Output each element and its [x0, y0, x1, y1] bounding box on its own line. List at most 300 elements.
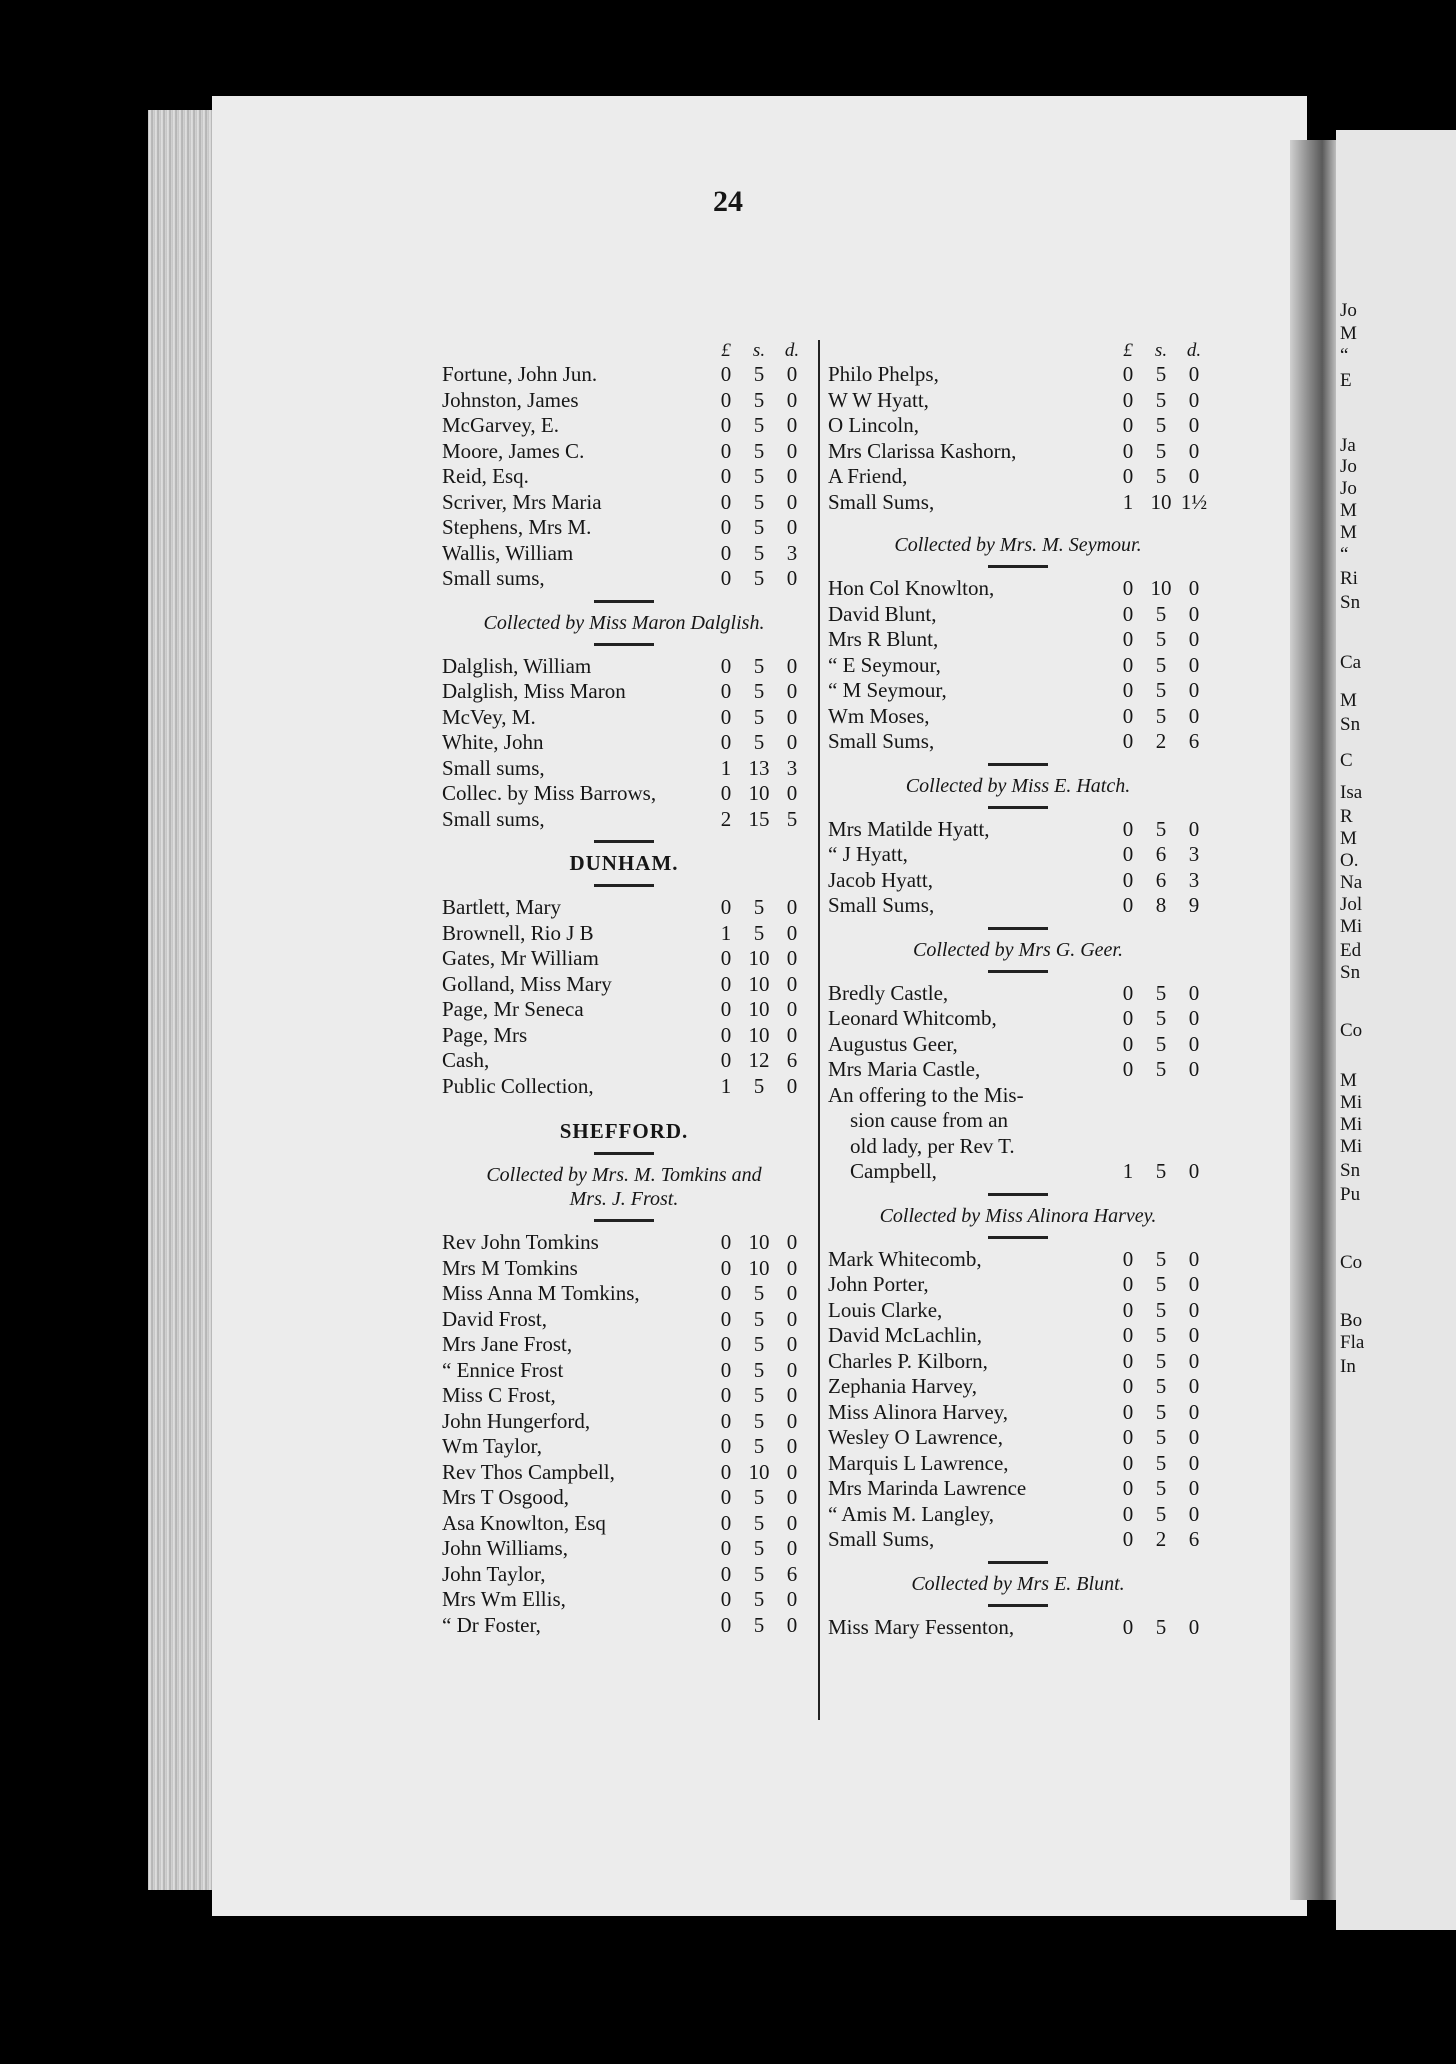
pounds-value: 0 [1122, 1501, 1134, 1526]
donor-name: Dalglish, William [442, 653, 592, 678]
table-row [442, 1409, 806, 1435]
fragment-text: Sn [1340, 1160, 1361, 1181]
donor-list [828, 362, 1208, 515]
pounds-value: 0 [720, 464, 732, 488]
pounds-value: 2 [720, 806, 732, 831]
pence-value: 0 [786, 1022, 798, 1047]
donor-name: Bredly Castle, [828, 980, 949, 1005]
section-rule [988, 1236, 1048, 1239]
pence-value: 0 [1188, 362, 1200, 386]
fragment-text: M [1340, 522, 1357, 543]
pence-value: 6 [786, 1561, 798, 1586]
donor-name: “ J Hyatt, [828, 842, 908, 866]
shillings-value: 5 [1155, 980, 1167, 1005]
pence-value: 0 [786, 1383, 798, 1407]
donor-name: Small Sums, [828, 893, 935, 917]
pence-value: 0 [1188, 1425, 1200, 1449]
shillings-value: 5 [1155, 1246, 1167, 1271]
donor-name: John Hungerford, [442, 1408, 591, 1433]
donor-name: Mrs Marinda Lawrence [828, 1476, 1027, 1500]
section-rule [988, 1193, 1048, 1196]
pounds-value: 0 [1122, 1399, 1134, 1424]
shillings-value: 5 [1155, 652, 1167, 677]
shillings-value: 2 [1155, 1527, 1167, 1551]
pence-value: 0 [1188, 652, 1200, 677]
shillings-value: 5 [753, 1434, 765, 1458]
shillings-value: 5 [1155, 1450, 1167, 1475]
pounds-value: 0 [720, 1230, 732, 1254]
shillings-value: 5 [1155, 816, 1167, 841]
shillings-value: 5 [1155, 387, 1167, 412]
donor-name: Public Collection, [442, 1073, 594, 1098]
pence-value: 3 [1188, 842, 1200, 866]
pounds-value: 0 [720, 1357, 732, 1382]
table-row [828, 1349, 1208, 1375]
donor-name: Mrs Clarissa Kashorn, [828, 438, 1017, 463]
pounds-value: 0 [720, 653, 732, 678]
shillings-value: 6 [1155, 842, 1167, 866]
pence-value: 0 [786, 946, 798, 970]
donor-list [828, 817, 1208, 919]
table-row [442, 1332, 806, 1358]
section-rule [594, 840, 654, 843]
pounds-value: 0 [1122, 576, 1134, 600]
donor-name: Page, Mr Seneca [442, 997, 584, 1021]
pounds-value: 0 [1122, 1374, 1134, 1398]
pence-value: 0 [786, 781, 798, 805]
table-row [442, 1358, 806, 1384]
shillings-value: 8 [1155, 893, 1167, 917]
offering-line: old lady, per Rev T. [850, 1133, 1015, 1158]
shillings-value: 5 [1155, 1006, 1167, 1030]
donor-name: Moore, James C. [442, 438, 585, 463]
donor-name: Wm Taylor, [442, 1434, 542, 1458]
left-column [442, 340, 806, 1638]
pounds-value: 0 [720, 1587, 732, 1611]
section-rule [594, 1219, 654, 1222]
pence-value: 0 [1188, 1450, 1200, 1475]
shillings-value: 5 [1155, 678, 1167, 702]
donor-name: Small sums, [442, 806, 545, 831]
pence-value: 0 [786, 489, 798, 514]
shillings-value: 5 [753, 1612, 765, 1637]
donor-name: Louis Clarke, [828, 1297, 943, 1322]
collector-heading: Collected by Mrs. M. Tomkins and Mrs. J. Frost. [486, 1164, 762, 1210]
donor-name: Mrs Maria Castle, [828, 1057, 981, 1081]
pounds-value: 0 [720, 1434, 732, 1458]
shillings-value: 10 [748, 997, 770, 1021]
pence-value: 0 [786, 1612, 798, 1637]
pence-value: 0 [786, 1306, 798, 1331]
shillings-value: 5 [753, 1587, 765, 1611]
shillings-value: 5 [1155, 464, 1167, 488]
section-rule [988, 927, 1048, 930]
section-rule [988, 763, 1048, 766]
donor-name: Miss Anna M Tomkins, [442, 1281, 640, 1305]
pounds-value: 0 [1122, 842, 1134, 866]
section-title: DUNHAM. [569, 851, 679, 875]
pounds-value: 0 [1122, 652, 1134, 677]
shillings-value: 5 [1155, 1031, 1167, 1056]
table-row [442, 705, 806, 731]
pence-value: 0 [1188, 576, 1200, 600]
pounds-value: 0 [720, 704, 732, 729]
next-page-fragment [1336, 130, 1456, 1930]
table-row [828, 729, 1208, 755]
pence-value: 0 [786, 920, 798, 945]
shillings-value: 5 [753, 1332, 765, 1356]
donor-name: Gates, Mr William [442, 946, 599, 970]
donor-name: Page, Mrs [442, 1022, 528, 1047]
section-rule [988, 970, 1048, 973]
table-row [828, 1247, 1208, 1273]
pence-value: 0 [786, 997, 798, 1021]
section-rule [594, 643, 654, 646]
shillings-value: 5 [753, 1281, 765, 1305]
pence-value: 0 [1188, 387, 1200, 412]
shillings-value: 5 [753, 489, 765, 514]
table-row [442, 464, 806, 490]
fragment-text: Mi [1340, 1114, 1363, 1135]
pence-value: 0 [786, 1485, 798, 1509]
table-row: Campbell, 1 5 0 [850, 1159, 1200, 1183]
shillings-value: 10 [748, 781, 770, 805]
pence-value: 0 [1188, 1614, 1200, 1639]
pounds-value: 0 [720, 1255, 732, 1280]
shillings-value: 5 [753, 1510, 765, 1535]
pence-value: 0 [1188, 601, 1200, 626]
pounds-value: 0 [1122, 413, 1134, 437]
table-row [442, 1434, 806, 1460]
donor-name: Charles P. Kilborn, [828, 1348, 988, 1373]
fragment-text: Mi [1340, 1136, 1363, 1157]
table-row [442, 515, 806, 541]
shillings-value: 5 [753, 1536, 765, 1560]
table-row [442, 413, 806, 439]
table-row [442, 654, 806, 680]
table-row [828, 1400, 1208, 1426]
donor-name: Mark Whitecomb, [828, 1246, 982, 1271]
table-row [828, 1527, 1208, 1553]
donor-name: Dalglish, Miss Maron [442, 679, 626, 703]
pence-value: 0 [786, 1357, 798, 1382]
table-row [828, 439, 1208, 465]
table-row [828, 653, 1208, 679]
fragment-text: O. [1340, 850, 1359, 871]
pence-value: 9 [1188, 893, 1200, 917]
shillings-value: 5 [753, 438, 765, 463]
pence-value: 3 [786, 540, 798, 565]
fragment-text: M [1340, 500, 1357, 521]
shillings-value: 5 [753, 1485, 765, 1509]
shillings-value: 5 [753, 679, 765, 703]
fragment-text: Ca [1340, 652, 1362, 673]
table-row [828, 1425, 1208, 1451]
table-row [442, 1383, 806, 1409]
pence-value: 0 [786, 1230, 798, 1254]
pounds-value: 0 [1122, 703, 1134, 728]
pence-value: 0 [786, 566, 798, 590]
fragment-text: Mi [1340, 1092, 1363, 1113]
donor-name: Wm Moses, [828, 703, 930, 728]
fragment-text: E [1340, 370, 1352, 391]
pounds-value: 1 [720, 1073, 732, 1098]
fragment-text: Pu [1340, 1184, 1361, 1205]
pence-value: 0 [786, 1255, 798, 1280]
table-row [828, 1006, 1208, 1032]
pounds-value: 0 [720, 971, 732, 996]
section-rule [988, 1561, 1048, 1564]
table-row [442, 566, 806, 592]
donor-name: Rev Thos Campbell, [442, 1459, 615, 1484]
table-row [442, 997, 806, 1023]
table-row [442, 946, 806, 972]
donor-list [442, 654, 806, 833]
pounds-value: 0 [1122, 1057, 1134, 1081]
pence-value: 0 [786, 464, 798, 488]
table-row [828, 388, 1208, 414]
donor-name: “ E Seymour, [828, 652, 941, 677]
pounds-value: 0 [720, 566, 732, 590]
pounds-value: 0 [720, 997, 732, 1021]
table-row [442, 1256, 806, 1282]
donor-name: A Friend, [828, 464, 908, 488]
offering-line: An offering to the Mis- [828, 1082, 1024, 1107]
pence-value: 0 [786, 515, 798, 539]
shillings-value: 5 [1155, 1476, 1167, 1500]
pounds-value: 0 [720, 1612, 732, 1637]
section-rule [988, 806, 1048, 809]
shillings-value: 13 [748, 755, 770, 780]
pence-value: 0 [786, 1459, 798, 1484]
shillings-value: 5 [753, 895, 765, 919]
table-row [442, 1613, 806, 1639]
pounds-value: 0 [1122, 893, 1134, 917]
table-row [828, 576, 1208, 602]
pence-value: 0 [1188, 678, 1200, 702]
fragment-text: M [1340, 690, 1357, 711]
pounds-value: 0 [1122, 1297, 1134, 1322]
pence-value: 0 [786, 362, 798, 386]
shillings-value: 5 [1155, 1348, 1167, 1373]
donor-list [828, 1615, 1208, 1641]
pounds-value: 0 [1122, 464, 1134, 488]
donor-name: Marquis L Lawrence, [828, 1450, 1009, 1475]
pence-value: 0 [1188, 413, 1200, 437]
pounds-value: 0 [720, 362, 732, 386]
pence-value: 0 [786, 1434, 798, 1458]
fragment-text: Sn [1340, 592, 1361, 613]
table-row [828, 678, 1208, 704]
page-number: 24 [713, 185, 743, 218]
pounds-value: 0 [1122, 1348, 1134, 1373]
table-row [828, 1615, 1208, 1641]
donor-name: Golland, Miss Mary [442, 971, 612, 996]
shillings-value: 5 [1155, 1425, 1167, 1449]
shillings-value: 10 [748, 971, 770, 996]
shillings-value: 5 [753, 653, 765, 678]
fragment-text: Mi [1340, 916, 1363, 937]
shillings-value: 5 [753, 1383, 765, 1407]
table-row [442, 1074, 806, 1100]
donor-name: Miss Mary Fessenton, [828, 1614, 1015, 1639]
donor-name: Brownell, Rio J B [442, 920, 594, 945]
pence-value: 0 [786, 1587, 798, 1611]
fragment-text: M [1340, 1070, 1357, 1091]
donor-list [828, 576, 1208, 755]
pence-value: 0 [1188, 1031, 1200, 1056]
pence-value: 0 [1188, 1297, 1200, 1322]
table-row [828, 893, 1208, 919]
donor-name: McVey, M. [442, 704, 536, 729]
fragment-text: In [1340, 1356, 1356, 1377]
shillings-value: 5 [753, 920, 765, 945]
table-row [442, 1230, 806, 1256]
pounds-value: 0 [1122, 1527, 1134, 1551]
pence-value: 0 [786, 1281, 798, 1305]
donor-name: “ Ennice Frost [442, 1357, 564, 1382]
fragment-text: Fla [1340, 1332, 1365, 1353]
table-row [442, 895, 806, 921]
donor-name: Collec. by Miss Barrows, [442, 781, 657, 805]
table-row [828, 413, 1208, 439]
pounds-value: 0 [720, 1536, 732, 1560]
pounds-value: 0 [1122, 1476, 1134, 1500]
fragment-text: Ja [1340, 435, 1356, 456]
donor-name: Small Sums, [828, 489, 935, 514]
pounds-value: 0 [720, 1459, 732, 1484]
shillings-value: 5 [753, 566, 765, 590]
donor-name: Small Sums, [828, 1527, 935, 1551]
donor-name: Mrs Matilde Hyatt, [828, 816, 990, 841]
table-row [442, 541, 806, 567]
pounds-value: 0 [1122, 1246, 1134, 1271]
shillings-value: 5 [1155, 438, 1167, 463]
pence-value: 0 [786, 438, 798, 463]
table-row [828, 704, 1208, 730]
table-row [828, 1298, 1208, 1324]
shillings-value: 5 [753, 1357, 765, 1382]
pounds-value: 0 [720, 895, 732, 919]
shillings-value: 10 [1150, 576, 1172, 600]
pounds-value: 0 [720, 540, 732, 565]
table-row [828, 1272, 1208, 1298]
pence-value: 0 [1188, 1501, 1200, 1526]
donor-name: Rev John Tomkins [442, 1230, 599, 1254]
donor-name: O Lincoln, [828, 413, 919, 437]
shillings-value: 5 [1155, 1399, 1167, 1424]
donor-name: Bartlett, Mary [442, 895, 561, 919]
table-row [442, 1281, 806, 1307]
pounds-value: 0 [720, 679, 732, 703]
table-row [828, 602, 1208, 628]
donor-name: Miss Alinora Harvey, [828, 1399, 1009, 1424]
table-row [442, 490, 806, 516]
fragment-text: Isa [1340, 782, 1363, 803]
fragment-text: Sn [1340, 714, 1361, 735]
pence-value: 6 [1188, 1527, 1200, 1551]
fragment-text: Sn [1340, 962, 1361, 983]
section-title: SHEFFORD. [559, 1119, 689, 1143]
pounds-value: 0 [1122, 1006, 1134, 1030]
shillings-value: 2 [1155, 729, 1167, 753]
shillings-value: 5 [753, 1073, 765, 1098]
donor-name: David McLachlin, [828, 1323, 982, 1347]
table-row [828, 1057, 1208, 1083]
table-row [442, 1587, 806, 1613]
donor-name: Mrs Wm Ellis, [442, 1587, 566, 1611]
fragment-text: Co [1340, 1020, 1363, 1041]
right-column [828, 340, 1208, 1640]
pence-value: 0 [1188, 438, 1200, 463]
table-row [828, 1451, 1208, 1477]
shillings-value: 10 [748, 1230, 770, 1254]
donor-name: “ Amis M. Langley, [828, 1501, 995, 1526]
table-row [442, 439, 806, 465]
fragment-text: C [1340, 750, 1353, 771]
shillings-value: 5 [1155, 1297, 1167, 1322]
donor-name: Scriver, Mrs Maria [442, 489, 602, 514]
currency-header: £ s. d. [1123, 340, 1202, 361]
shillings-value: 5 [1155, 1323, 1167, 1347]
pounds-value: 0 [1122, 627, 1134, 651]
pounds-value: 0 [1122, 678, 1134, 702]
shillings-value: 5 [1155, 413, 1167, 437]
pounds-value: 0 [720, 1383, 732, 1407]
pounds-value: 0 [720, 1510, 732, 1535]
pence-value: 0 [1188, 1006, 1200, 1030]
donor-name: David Frost, [442, 1306, 547, 1331]
pounds-value: 0 [1122, 980, 1134, 1005]
shillings-value: 5 [753, 413, 765, 437]
pence-value: 0 [1188, 464, 1200, 488]
table-row [828, 464, 1208, 490]
pence-value: 0 [786, 1408, 798, 1433]
fragment-text: “ [1340, 544, 1349, 565]
fragment-text: Na [1340, 872, 1363, 893]
collector-heading: Collected by Miss Maron Dalglish. [483, 611, 765, 634]
pence-value: 0 [786, 730, 798, 754]
shillings-value: 5 [753, 730, 765, 754]
shillings-value: 5 [1155, 1614, 1167, 1639]
shillings-value: 5 [753, 704, 765, 729]
table-row [442, 1562, 806, 1588]
shillings-value: 5 [753, 540, 765, 565]
donor-name: Hon Col Knowlton, [828, 576, 995, 600]
pence-value: 0 [786, 1332, 798, 1356]
collector-heading: Collected by Miss E. Hatch. [905, 774, 1131, 797]
shillings-value: 5 [1155, 1374, 1167, 1398]
fragment-text: Jol [1340, 894, 1363, 915]
donor-list [828, 1247, 1208, 1553]
donor-name: Wallis, William [442, 540, 574, 565]
pence-value: 0 [1188, 980, 1200, 1005]
donor-name: Mrs M Tomkins [442, 1255, 578, 1280]
pounds-value: 0 [1122, 601, 1134, 626]
shillings-value: 5 [753, 515, 765, 539]
table-row [442, 1307, 806, 1333]
shillings-value: 5 [753, 1561, 765, 1586]
pence-value: 0 [786, 653, 798, 678]
pence-value: 0 [786, 704, 798, 729]
shillings-value: 5 [1155, 362, 1167, 386]
pence-value: 0 [1188, 1399, 1200, 1424]
shillings-value: 5 [753, 387, 765, 412]
pence-value: 0 [786, 413, 798, 437]
shillings-value: 5 [753, 362, 765, 386]
table-row [828, 1374, 1208, 1400]
pence-value: 6 [786, 1048, 798, 1072]
